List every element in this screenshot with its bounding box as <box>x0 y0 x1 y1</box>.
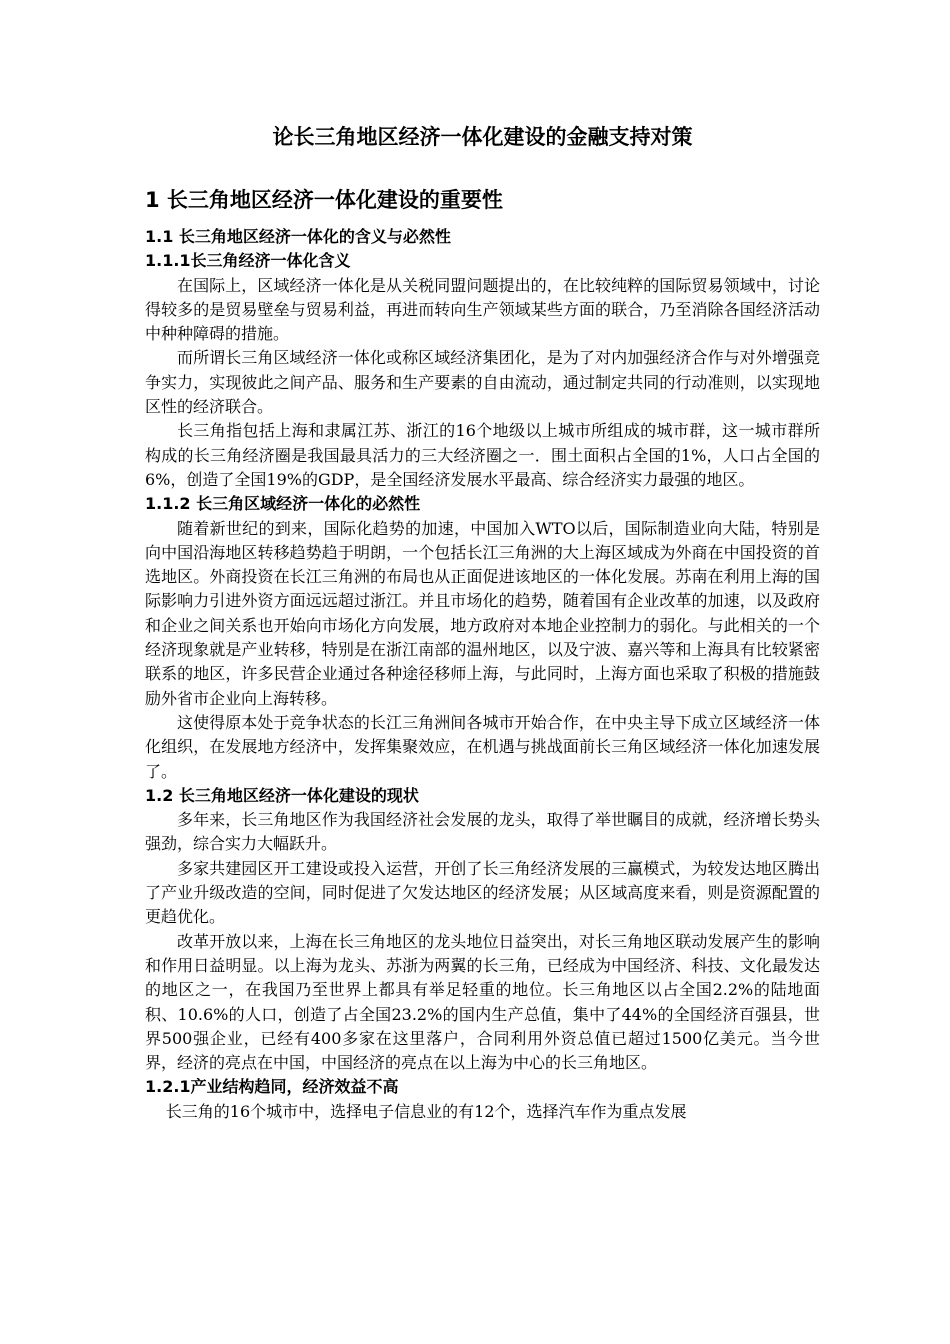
document-body <box>145 225 820 1124</box>
paragraph-7: 多家共建园区开工建设或投入运营，开创了长三角经济发展的三赢模式，为较发达地区腾出了产业升级改造的空间，同时促进了欠发达地区的经济发展；从区域高度来看，则是资源配置的更趋优化。 <box>145 858 820 927</box>
paragraph-4: 随着新世纪的到来，国际化趋势的加速，中国加入WTO以后，国际制造业向大陆，特别是向中国沿海地区转移趋势趋于明朗，一个包括长江三角洲的大上海区域成为外商在中国投资的首选地区。外商投资在长江三角洲的布局也从正面促进该地区的一体化发展。苏南在利用上海的国际影响力引进外资方面远远超过浙江。并且市场化的趋势，随着国有企业改革的加速，以及政府和企业之间关系也开始向市场化方向发展，地方政府对本地企业控制力的弱化。与此相关的一个经济现象就是产业转移，特别是在浙江南部的温州地区，以及宁波、嘉兴等和上海具有比较紧密联系的地区，许多民营企业通过各种途径移师上海，与此同时，上海方面也采取了积极的措施鼓励外省市企业向上海转移。 <box>145 518 820 708</box>
paragraph-1: 在国际上，区域经济一体化是从关税同盟问题提出的，在比较纯粹的国际贸易领域中，讨论得较多的是贸易壁垒与贸易利益，再进而转向生产领域某些方面的联合，乃至消除各国经济活动中种种障碍的措施。 <box>145 275 820 344</box>
subsection-heading-1-2: 1.2 长三角地区经济一体化建设的现状 <box>145 785 419 805</box>
paragraph-3: 长三角指包括上海和隶属江苏、浙江的16个地级以上城市所组成的城市群，这一城市群所构成的长三角经济圈是我国最具活力的三大经济圈之一．围土面积占全国的1%，人口占全国的6%，创造了全国19%的GDP，是全国经济发展水平最高、综合经济实力最强的地区。 <box>145 421 820 489</box>
paragraph-2: 而所谓长三角区域经济一体化或称区域经济集团化，是为了对内加强经济合作与对外增强竞争实力，实现彼此之间产品、服务和生产要素的自由流动，通过制定共同的行动准则，以实现地区性的经济联合。 <box>145 348 820 417</box>
subsection-heading-1-1: 1.1 长三角地区经济一体化的含义与必然性 <box>145 227 451 246</box>
subsection-heading-1-1-1: 1.1.1长三角经济一体化含义 <box>145 251 351 271</box>
subsection-heading-1-2-1: 1.2.1产业结构趋同，经济效益不高 <box>145 1077 399 1097</box>
paragraph-5: 这使得原本处于竞争状态的长江三角洲间各城市开始合作，在中央主导下成立区域经济一体化组织，在发展地方经济中，发挥集聚效应，在机遇与挑战面前长三角区域经济一体化加速发展了。 <box>145 712 820 781</box>
paragraph-9: 长三角的16个城市中，选择电子信息业的有12个，选择汽车作为重点发展 <box>165 1101 687 1121</box>
subsection-heading-1-1-2: 1.1.2 长三角区域经济一体化的必然性 <box>145 494 421 514</box>
section-heading-1: 1 长三角地区经济一体化建设的重要性 <box>145 188 503 212</box>
paragraph-6: 多年来，长三角地区作为我国经济社会发展的龙头，取得了举世瞩目的成就，经济增长势头强劲，综合实力大幅跃升。 <box>145 810 820 854</box>
paragraph-8: 改革开放以来，上海在长三角地区的龙头地位日益突出，对长三角地区联动发展产生的影响和作用日益明显。以上海为龙头、苏浙为两翼的长三角，已经成为中国经济、科技、文化最发达的地区之一，在我国乃至世界上都具有举足轻重的地位。长三角地区以占全国2.2%的陆地面积、10.6%的人口，创造了占全国23.2%的国内生产总值，集中了44%的全国经济百强县，世界500强企业，已经有400多家在这里落户，合同利用外资总值已超过1500亿美元。当今世界，经济的亮点在中国，中国经济的亮点在以上海为中心的长三角地区。 <box>145 931 820 1073</box>
document-title: 论长三角地区经济一体化建设的金融支持对策 <box>272 125 693 149</box>
